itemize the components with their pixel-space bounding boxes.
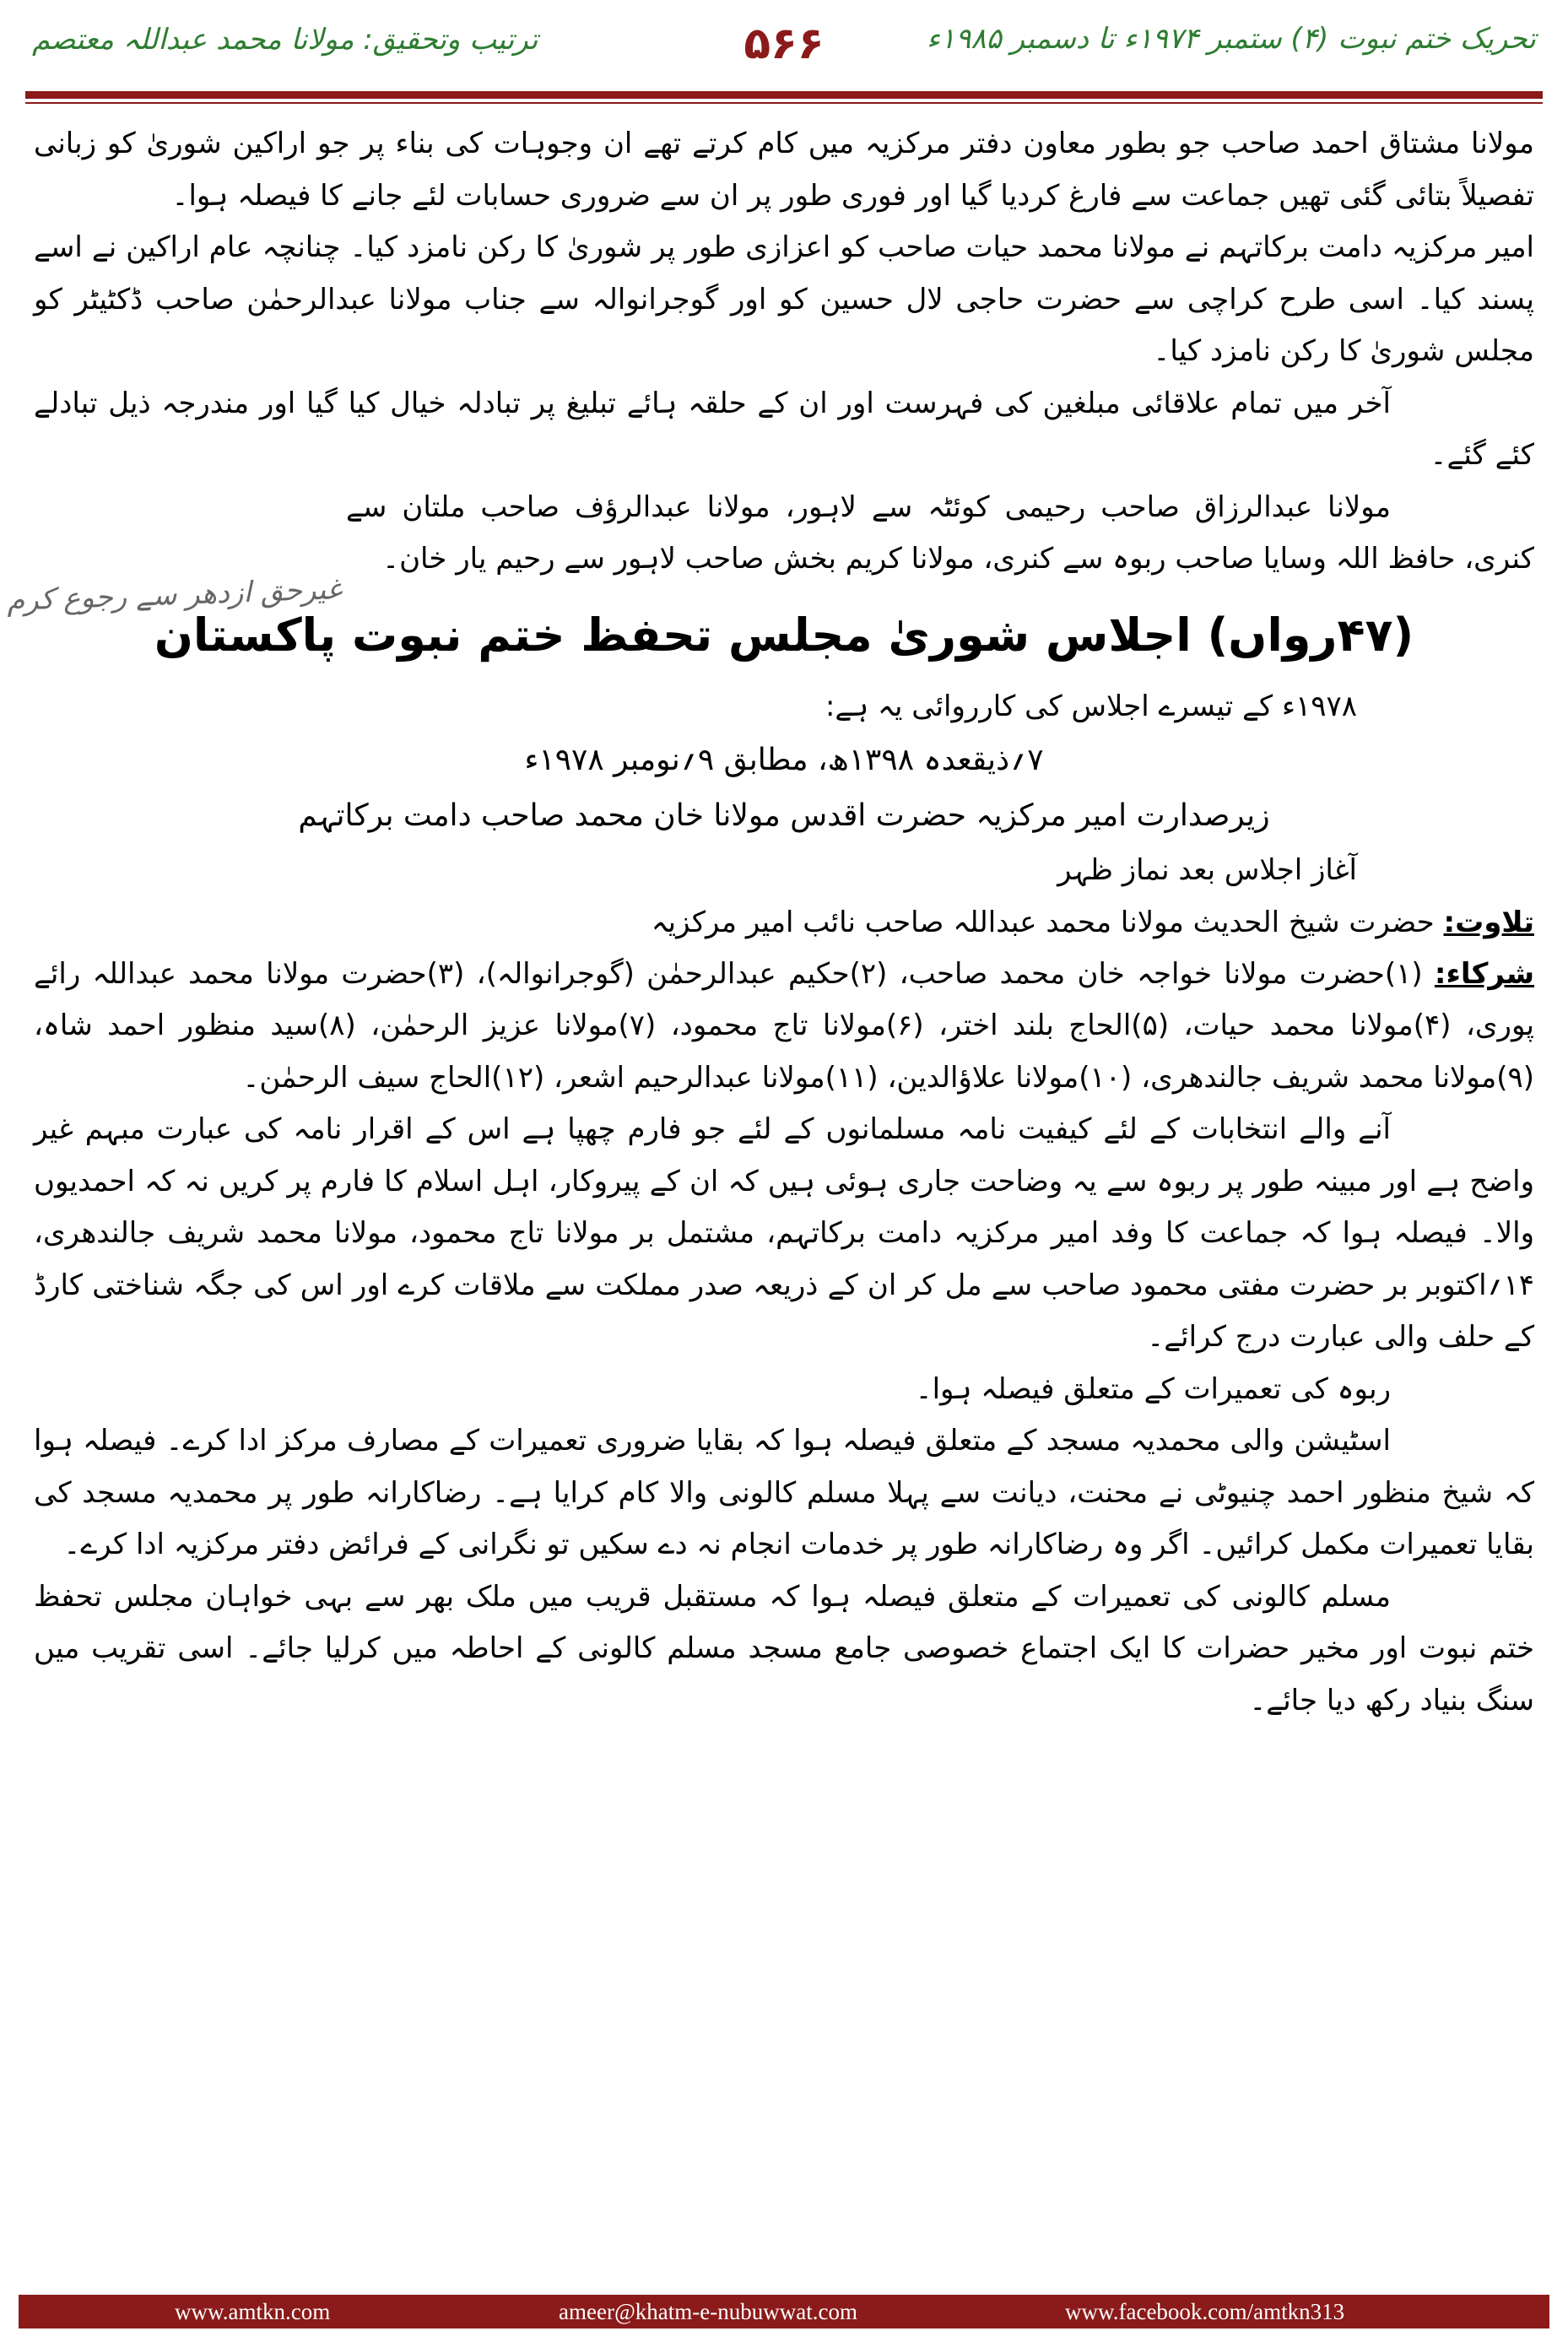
paragraph: مولانا مشتاق احمد صاحب جو بطور معاون دفتر مرکزیہ میں کام کرتے تھے ان وجوہات کی بناء پر جو اراکین شوریٰ کو زبانی تفصیلاً بتائی گئی تھیں جماعت سے فارغ کردیا گیا اور فوری طور پر ان سے ضروری حسابات لئے جانے کا فیصلہ ہوا۔ [34, 127, 1534, 213]
recitation-label: تلاوت: [1443, 905, 1534, 939]
paragraph: امیر مرکزیہ دامت برکاتہم نے مولانا محمد حیات صاحب کو اعزازی طور پر شوریٰ کا رکن نامزد کیا۔ چنانچہ عام اراکین نے اسے پسند کیا۔ اسی طرح کراچی سے حضرت حاجی لال حسین کو اور گوجرانوالہ سے جناب مولانا عبدالرحمٰن صاحب ڈکٹیٹر کو مجلس شوریٰ کا رکن نامزد کیا۔ [34, 230, 1534, 368]
page-footer [19, 2295, 1549, 2328]
series-title: تحریک ختم نبوت (۴) ستمبر ۱۹۷۴ء تا دسمبر ۱۹۸۵ء [926, 22, 1536, 56]
participants-paragraph [34, 949, 1534, 1105]
paragraph: مولانا عبدالرزاق صاحب رحیمی کوئٹہ سے لاہور، مولانا عبدالرؤف صاحب ملتان سے کنری، حافظ اللہ وسایا صاحب ربوہ سے کنری، مولانا کریم بخش صاحب لاہور سے رحیم یار خان۔ [346, 489, 1534, 576]
paragraph: آنے والے انتخابات کے لئے کیفیت نامہ مسلمانوں کے لئے جو فارم چھپا ہے اس کے اقرار نامہ کی عبارت مبہم غیر واضح ہے اور مبینہ طور پر ربوہ سے یہ وضاحت جاری ہوئی ہیں کہ ان کے پیروکار، اہل اسلام کا فارم پر کریں نہ کہ احمدیوں والا۔ فیصلہ ہوا کہ جماعت کا وفد امیر مرکزیہ دامت برکاتہم، مشتمل بر مولانا تاج محمود، مولانا محمد شریف جالندھری، ۱۴؍اکتوبر بر حضرت مفتی محمود صاحب سے مل کر ان کے ذریعہ صدر مملکت سے ملاقات کرے اور اس کی جگہ شناختی کارڈ کے حلف والی عبارت درج کرائے۔ [34, 1112, 1534, 1354]
recitation-text: حضرت شیخ الحدیث مولانا محمد عبداللہ صاحب نائب امیر مرکزیہ [651, 905, 1435, 939]
header-divider-thin [25, 102, 1543, 104]
paragraph: آخر میں تمام علاقائی مبلغین کی فہرست اور ان کے حلقہ ہائے تبلیغ پر تبادلہ خیال کیا گیا اور مندرجہ ذیل تبادلے کئے گئے۔ [34, 386, 1534, 472]
paragraph: ربوہ کی تعمیرات کے متعلق فیصلہ ہوا۔ [915, 1371, 1391, 1406]
participants-label: شرکاء: [1434, 956, 1535, 991]
paragraph: اسٹیشن والی محمدیہ مسجد کے متعلق فیصلہ ہوا کہ بقایا ضروری تعمیرات کے مصارف مرکز ادا کرے۔ فیصلہ ہوا کہ شیخ منظور احمد چنیوٹی نے محنت، دیانت سے پہلا مسلم کالونی والا کام کرایا ہے۔ رضاکارانہ طور پر محمدیہ مسجد کی بقایا تعمیرات مکمل کرائیں۔ اگر وہ رضاکارانہ طور پر خدمات انجام نہ دے سکیں تو نگرانی کے فرائض دفتر مرکزیہ ادا کرے۔ [34, 1424, 1534, 1561]
header-divider [25, 91, 1543, 99]
footer-facebook-link[interactable]: www.facebook.com/amtkn313 [1065, 2299, 1345, 2324]
recitation-line [34, 896, 1534, 949]
session-intro: ۱۹۷۸ء کے تیسرے اجلاس کی کارروائی یہ ہے: [825, 689, 1357, 723]
footer-website-link[interactable]: www.amtkn.com [175, 2299, 331, 2324]
page-header [0, 0, 1568, 91]
participants-list: (۱)حضرت مولانا خواجہ خان محمد صاحب، (۲)حکیم عبدالرحمٰن (گوجرانوالہ)، (۳)حضرت مولانا محمد عبداللہ رائے پوری، (۴)مولانا محمد حیات، (۵)الحاج بلند اختر، (۶)مولانا تاج محمود، (۷)مولانا عزیز الرحمٰن، (۸)سید منظور احمد شاہ، (۹)مولانا محمد شریف جالندھری، (۱۰)مولانا علاؤالدین، (۱۱)مولانا عبدالرحیم اشعر، (۱۲)الحاج سیف الرحمٰن۔ [34, 956, 1534, 1095]
page-number: ۵۶۶ [743, 19, 825, 69]
editor-credit: ترتیب وتحقیق: مولانا محمد عبداللہ معتصم [32, 23, 538, 57]
paragraph: مسلم کالونی کی تعمیرات کے متعلق فیصلہ ہوا کہ مستقبل قریب میں ملک بھر سے بہی خواہان مجلس تحفظ ختم نبوت اور مخیر حضرات کا ایک اجتماع خصوصی جامع مسجد مسلم کالونی کے احاطہ میں کرلیا جائے۔ اسی تقریب میں سنگ بنیاد رکھ دیا جائے۔ [34, 1579, 1534, 1717]
session-date: ۷؍ذیقعدہ ۱۳۹۸ھ، مطابق ۹؍نومبر ۱۹۷۸ء [524, 742, 1044, 777]
section-heading: (۴۷رواں) اجلاس شوریٰ مجلس تحفظ ختم نبوت پاکستان [154, 608, 1414, 662]
session-presidency: زیرصدارت امیر مرکزیہ حضرت اقدس مولانا خان محمد صاحب دامت برکاتہم [298, 798, 1270, 833]
session-start: آغاز اجلاس بعد نماز ظہر [1057, 852, 1357, 887]
handwritten-note: غیرحق ازدھر سے رجوع کرم [6, 572, 343, 618]
page-body [34, 118, 1534, 1727]
footer-email-link[interactable]: ameer@khatm-e-nubuwwat.com [559, 2299, 857, 2324]
